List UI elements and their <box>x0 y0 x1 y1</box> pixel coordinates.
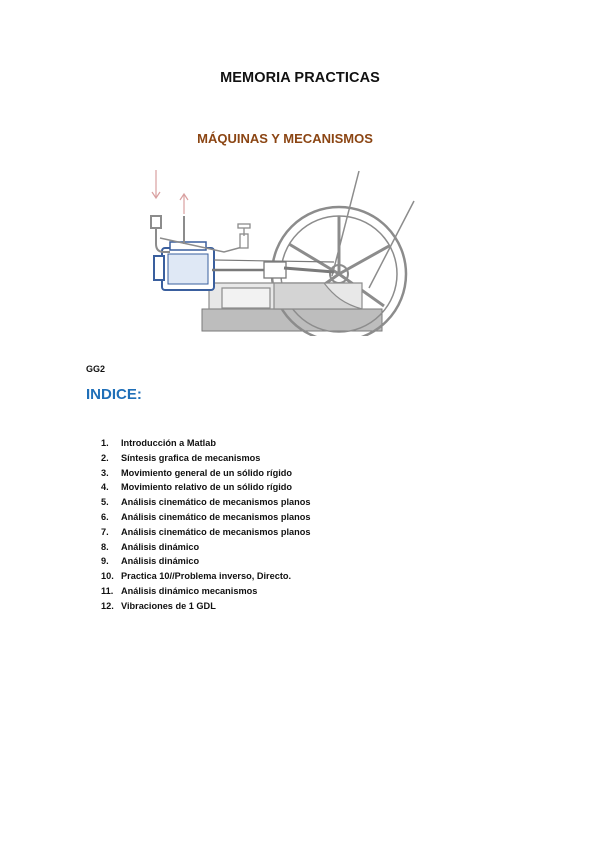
toc-item <box>101 525 310 540</box>
toc-item-number: 10. <box>101 571 114 582</box>
toc-item-text: Movimiento general de un sólido rígido <box>121 467 293 478</box>
valve-gear <box>238 224 250 248</box>
toc-item-text: Análisis dinámico <box>121 541 200 552</box>
toc-item-text: Análisis cinemático de mecanismos planos <box>121 511 311 522</box>
toc-item <box>101 599 310 614</box>
connecting-rod <box>212 260 334 278</box>
table-of-contents <box>101 436 310 614</box>
toc-item-text: Análisis dinámico <box>121 556 200 567</box>
toc-item-number: 2. <box>101 452 109 463</box>
toc-item-number: 11. <box>101 585 114 596</box>
index-heading: INDICE: <box>86 386 142 403</box>
flow-arrows <box>152 170 188 214</box>
toc-item <box>101 480 310 495</box>
toc-item-number: 3. <box>101 467 109 478</box>
group-label: GG2 <box>86 364 106 374</box>
toc-item-text: Introducción a Matlab <box>121 438 216 448</box>
toc-item <box>101 584 310 599</box>
toc-item-text: Análisis dinámico mecanismos <box>121 585 258 596</box>
steam-engine-illustration <box>134 156 424 336</box>
document-title: MEMORIA PRACTICAS <box>220 70 380 86</box>
toc-item-text: Análisis cinemático de mecanismos planos <box>121 497 311 508</box>
toc-item-number: 7. <box>101 526 109 537</box>
toc-item <box>101 510 310 525</box>
toc-item-number: 8. <box>101 541 109 552</box>
toc-item-number: 12. <box>101 600 114 611</box>
steam-pipes <box>151 216 246 252</box>
toc-item-number: 6. <box>101 511 109 522</box>
toc-item-number: 9. <box>101 556 109 567</box>
toc-item-text: Movimiento relativo de un sólido rígido <box>121 482 293 493</box>
toc-item <box>101 569 310 584</box>
toc-item <box>101 436 310 451</box>
toc-item-number: 1. <box>101 438 109 448</box>
cylinder <box>154 242 214 290</box>
toc-item-number: 5. <box>101 497 109 508</box>
toc-item <box>101 554 310 569</box>
engine-frame <box>209 283 362 309</box>
toc-item-text: Vibraciones de 1 GDL <box>121 600 216 611</box>
toc-item-text: Practica 10//Problema inverso, Directo. <box>121 571 292 582</box>
toc-item-text: Análisis cinemático de mecanismos planos <box>121 526 311 537</box>
toc-item-number: 4. <box>101 482 109 493</box>
figure-title: MÁQUINAS Y MECANISMOS <box>197 131 373 146</box>
toc-item <box>101 466 310 481</box>
toc-item <box>101 495 310 510</box>
toc-item-text: Síntesis grafica de mecanismos <box>121 452 261 463</box>
toc-item <box>101 451 310 466</box>
toc-item <box>101 540 310 555</box>
